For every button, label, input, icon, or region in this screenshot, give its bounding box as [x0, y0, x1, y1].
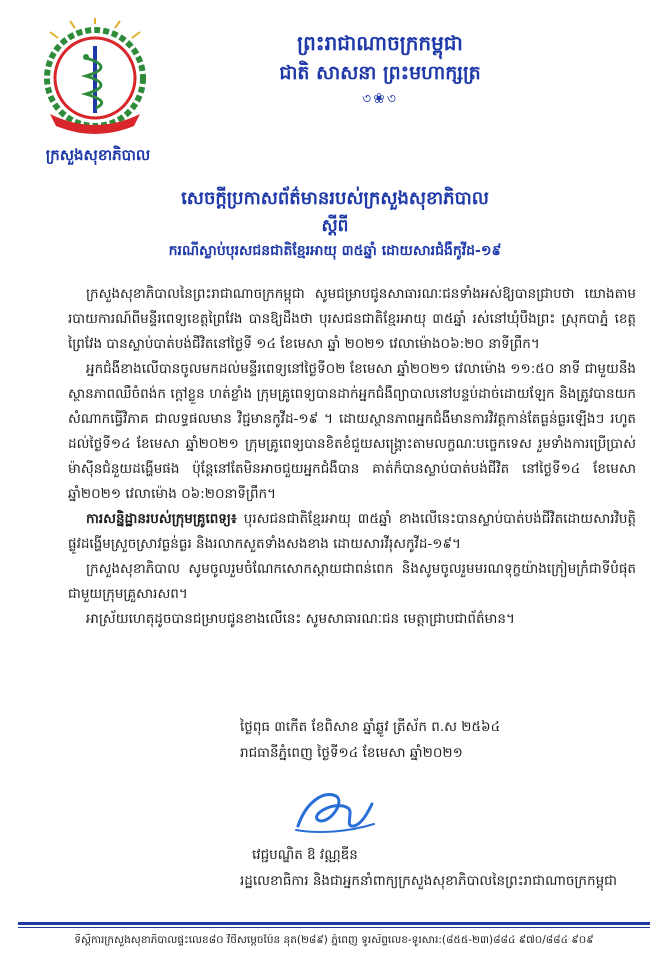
paragraph-1: ក្រសួងសុខាភិបាលនៃព្រះរាជាណាចក្រកម្ពុជា សូមជម្រាបជូនសាធារណៈជនទាំងអស់ឱ្យបានជ្រាបថា យោងតាមរបាយការណ៍ពីមន្ទីរពេទ្យខេត្តព្រៃវែង បានឱ្យដឹងថា បុរសជនជាតិខ្មែរអាយុ ៣៥ឆ្នាំ រស់នៅឃុំបឹងព្រះ ស្រុកបាភ្នំ ខេត្តព្រៃវែង បានស្លាប់បាត់បង់ជីវិតនៅថ្ងៃទី ១៤ ខែមេសា ឆ្នាំ ២០២១ វេលាម៉ោង០៦:២០ នាទីព្រឹក។ — [68, 286, 636, 352]
paragraph-4: ក្រសួងសុខាភិបាល សូមចូលរួមចំណែកសោកស្តាយជាពន់ពេក និងសូមចូលរួមមរណទុក្ខយ៉ាងក្រៀមក្រំជាទីបំផុតជាមួយក្រុមគ្រួសារសព។ — [68, 561, 636, 602]
document-body — [68, 282, 636, 632]
ministry-emblem-icon — [20, 18, 170, 136]
footer-divider — [18, 922, 650, 925]
signer-block — [240, 842, 640, 894]
date-block — [240, 714, 620, 766]
paragraph-3 — [68, 507, 636, 557]
title-line-3: ករណីស្លាប់បុរសជនជាតិខ្មែរអាយុ ៣៥ឆ្នាំ ដោយសារជំងឺកូវីដ-១៩ — [168, 243, 502, 259]
conclusion-lead: ការសន្និដ្ឋានរបស់ក្រុមគ្រូពេទ្យ៖ — [86, 511, 237, 527]
ministry-logo — [20, 18, 170, 133]
signer-name: វេជ្ជបណ្ឌិត ឱ វណ្ណឌីន — [252, 847, 358, 863]
conclusion-text: បុរសជនជាតិខ្មែរអាយុ ៣៥ឆ្នាំ ខាងលើនេះបានស្លាប់បាត់បង់ជីវិតដោយសារវិបត្តិផ្លូវដង្ហើមស្រួចស្រាវធ្ងន់ធ្ងរ និងរលាកសួតទាំងសងខាង ដោយសារវីរុសកូវីដ-១៩។ — [68, 511, 636, 552]
signer-title: រដ្ឋលេខាធិការ និងជាអ្នកនាំពាក្យក្រសួងសុខាភិបាលនៃព្រះរាជាណាចក្រកម្ពុជា — [240, 873, 617, 889]
signature-icon — [288, 782, 378, 838]
national-motto: ជាតិ សាសនា ព្រះមហាក្សត្រ — [279, 62, 481, 84]
ministry-name: ក្រសួងសុខាភិបាល — [45, 146, 151, 164]
paragraph-5: អាស្រ័យហេតុដូចបានជម្រាបជូនខាងលើនេះ សូមសាធារណៈជន មេត្តាជ្រាបជាព័ត៌មាន។ — [86, 611, 515, 627]
footer-address: ទីស្តីការក្រសួងសុខាភិបាលផ្ទះលេខ៨០ វិថីសម្តេចប៉ែន នុត(២៨៩) ភ្នំពេញ ទូរស័ព្ទលេខ-ទូរសារ:(៨៥៥-២៣)៨៨៤ ៩៧០/៨៨៤ ៩០៩ — [74, 934, 594, 946]
signature — [288, 782, 378, 838]
ornament-divider: ৩❀৩ — [362, 91, 398, 107]
title-line-1: សេចក្តីប្រកាសព័ត៌មានរបស់ក្រសួងសុខាភិបាល — [181, 188, 489, 209]
footer-divider-thin — [18, 927, 650, 928]
paragraph-2: អ្នកជំងឺខាងលើបានចូលមកដល់មន្ទីរពេទ្យនៅថ្ងៃទី០២ ខែមេសា ឆ្នាំ២០២១ វេលាម៉ោង ១១:៥០ នាទី ជាមួយនឹងស្ថានភាពឈឺចំពង់ក ក្តៅខ្លួន ហត់ខ្លាំង ក្រុមគ្រូពេទ្យបានដាក់អ្នកជំងឺព្យាបាលនៅបន្ទប់ដាច់ដោយឡែក និងត្រូវបានយកសំណាកធ្វើវិភាគ ជាលទ្ធផលមាន វិជ្ជមានកូវីដ-១៩ ។ ដោយស្ថានភាពអ្នកជំងឺមានការវិវត្តកាន់តែធ្ងន់ធ្ងរឡើងៗ រហូតដល់ថ្ងៃទី១៤ ខែមេសា ឆ្នាំ២០២១ ក្រុមគ្រូពេទ្យបានខិតខំជួយសង្គ្រោះតាមលក្ខណៈបច្ចេកទេស រួមទាំងការប្រើប្រាស់ម៉ាស៊ីនជំនួយដង្ហើមផង ប៉ុន្តែនៅតែមិនអាចជួយអ្នកជំងឺបាន គាត់ក៏បានស្លាប់បាត់បង់ជីវិត នៅថ្ងៃទី១៤ ខែមេសា ឆ្នាំ២០២១ វេលាម៉ោង ០៦:២០នាទីព្រឹក។ — [68, 361, 636, 502]
kingdom-header — [230, 28, 530, 110]
lunar-date: ថ្ងៃពុធ ៣កើត ខែពិសាខ ឆ្នាំឆ្លូវ ត្រីស័ក ព.ស ២៥៦៤ — [240, 719, 501, 735]
solar-date: រាជធានីភ្នំពេញ ថ្ងៃទី១៤ ខែមេសា ឆ្នាំ២០២១ — [240, 745, 463, 761]
document-title — [40, 185, 630, 263]
title-line-2: ស្តីពី — [321, 216, 349, 236]
kingdom-name: ព្រះរាជាណាចក្រកម្ពុជា — [297, 31, 463, 55]
